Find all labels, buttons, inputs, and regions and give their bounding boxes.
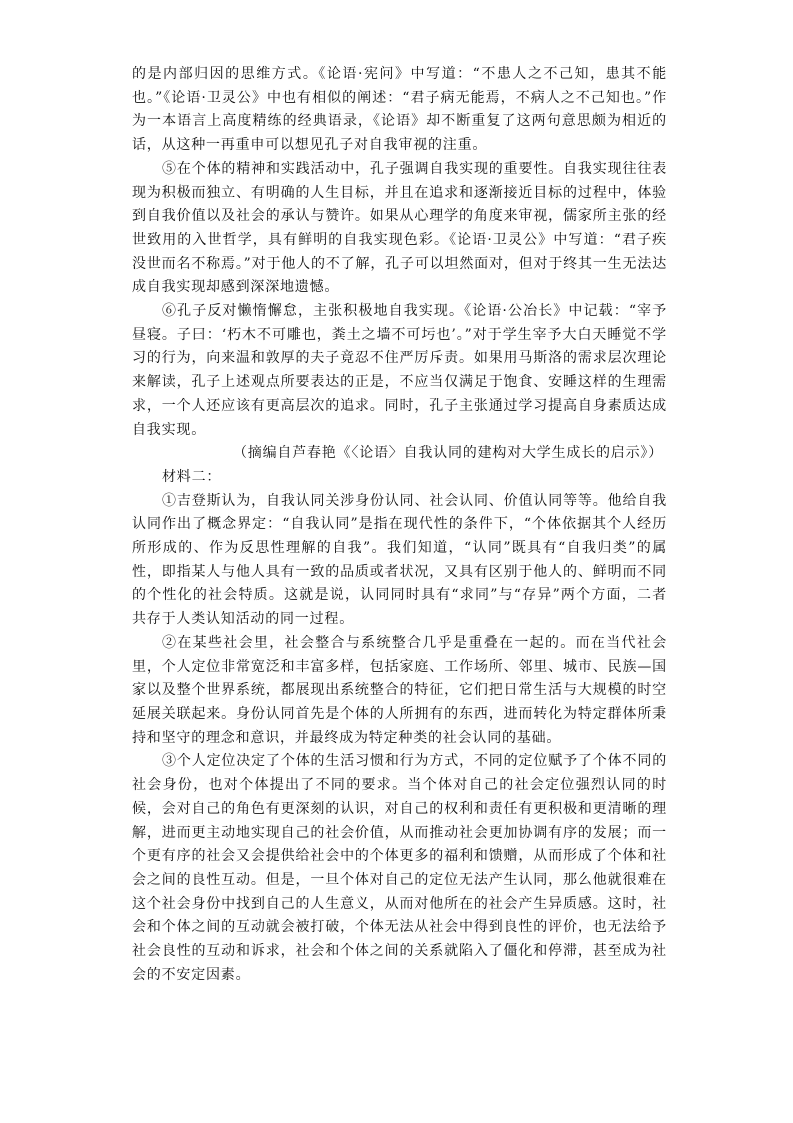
source-citation: （摘编自芦春艳《〈论语〉自我认同的建构对大学生成长的启示》） xyxy=(233,445,663,462)
paragraph-5: ⑤在个体的精神和实践活动中，孔子强调自我实现的重要性。自我实现往往表现为积极而独立、有明确的人生目标，并且在追求和逐渐接近目标的过程中，体验到自我价值以及社会的承认与赞许。如果从心理学的角度来审视，儒家所主张的经世致用的入世哲学，具有鲜明的自我实现色彩。《论语·卫灵公》中写道：“君子疾没世而名不称焉。”对于他人的不了解，孔子可以坦然面对，但对于终其一生无法达成自我实现却感到深深地遗憾。 xyxy=(132,160,667,296)
paragraph-4-end: 的是内部归因的思维方式。《论语·宪问》中写道：“不患人之不己知，患其不能也。”《论语·卫灵公》中也有相似的阐述：“君子病无能焉，不病人之不己知也。”作为一本语言上高度精练的经典语录，《论语》却不断重复了这两句意思颇为相近的话，从这种一再重申可以想见孔子对自我审视的注重。 xyxy=(132,66,667,154)
paragraph-6: ⑥孔子反对懒惰懈怠，主张积极地自我实现。《论语·公冶长》中记载：“宰予昼寝。子曰：‘朽木不可雕也，粪土之墙不可圬也’。”对于学生宰予大白天睡觉不学习的行为，向来温和敦厚的夫子竟忍不住严厉斥责。如果用马斯洛的需求层次理论来解读，孔子上述观点所要表达的正是，不应当仅满足于饱食、安睡这样的生理需求，一个人还应该有更高层次的追求。同时，孔子主张通过学习提高自身素质达成自我实现。 xyxy=(132,303,667,438)
material-two-heading: 材料二： xyxy=(162,468,222,485)
material-two-paragraph-2: ②在某些社会里，社会整合与系统整合几乎是重叠在一起的。而在当代社会里，个人定位非常宽泛和丰富多样，包括家庭、工作场所、邻里、城市、民族—国家以及整个世界系统，都展现出系统整合的特征，它们把日常生活与大规模的时空延展关联起来。身份认同首先是个体的人所拥有的东西，进而转化为特定群体所秉持和坚守的理念和意识，并最终成为特定种类的社会认同的基础。 xyxy=(132,634,667,746)
material-two-paragraph-1: ①吉登斯认为，自我认同关涉身份认同、社会认同、价值认同等等。他给自我认同作出了概念界定：“自我认同”是指在现代性的条件下，“个体依据其个人经历所形成的、作为反思性理解的自我”。我们知道，“认同”既具有“自我归类”的属性，即指某人与他人具有一致的品质或者状况，又具有区别于他人的、鲜明而不同的个性化的社会特质。这就是说，认同同时具有“求同”与“存异”两个方面，二者共存于人类认知活动的同一过程。 xyxy=(132,492,667,628)
material-two-paragraph-3: ③个人定位决定了个体的生活习惯和行为方式，不同的定位赋予了个体不同的社会身份，也对个体提出了不同的要求。当个体对自己的社会定位强烈认同的时候，会对自己的角色有更深刻的认识，对自己的权利和责任有更积极和更清晰的理解，进而更主动地实现自己的社会价值，从而推动社会更加协调有序的发展；而一个更有序的社会又会提供给社会中的个体更多的福利和馈赠，从而形成了个体和社会之间的良性互动。但是，一旦个体对自己的定位无法产生认同，那么他就很难在这个社会身份中找到自己的人生意义，从而对他所在的社会产生异质感。这时，社会和个体之间的互动就会被打破，个体无法从社会中得到良性的评价，也无法给予社会良性的互动和诉求，社会和个体之间的关系就陷入了僵化和停滞，甚至成为社会的不安定因素。 xyxy=(132,753,667,983)
document-page xyxy=(132,63,667,987)
